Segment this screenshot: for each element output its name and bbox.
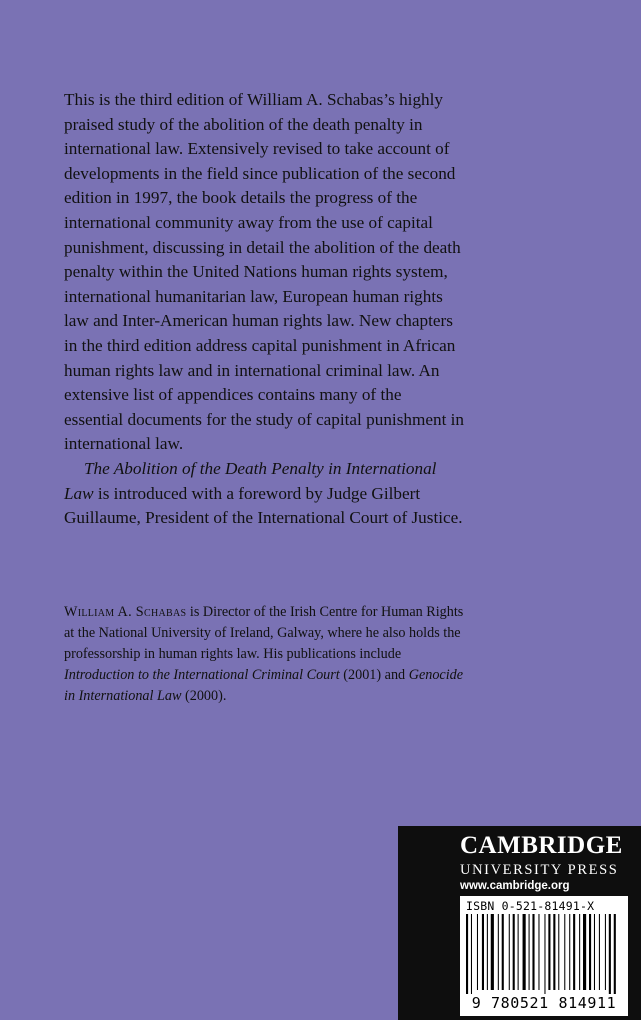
barcode-bar [471, 914, 472, 994]
barcode-bar [589, 914, 591, 990]
barcode-bar [548, 914, 550, 990]
barcode-bar [558, 914, 559, 990]
book1-title: Introduction to the International Criminal Court [64, 667, 340, 683]
author-name: William A. Schabas [64, 604, 187, 620]
publisher-block [398, 826, 641, 1020]
barcode-bar [518, 914, 519, 990]
barcode-bar [477, 914, 478, 990]
barcode-bar [513, 914, 515, 990]
barcode-bar [583, 914, 586, 990]
barcode-bar [482, 914, 484, 990]
bio-text: is Director of the Irish Centre for Human Rights at the National University of Ireland, Galway, where he also holds the professorship in human rights law. His publications include [64, 604, 464, 662]
barcode-panel [460, 896, 628, 1016]
publisher-url: www.cambridge.org [460, 880, 570, 892]
description-paragraph-2 [64, 457, 464, 531]
barcode-bar [569, 914, 570, 990]
barcode-bar [498, 914, 499, 990]
barcode-bar [502, 914, 504, 990]
author-biography [64, 602, 474, 707]
barcode-bar [573, 914, 575, 990]
barcode-bar [614, 914, 616, 994]
ean-digits: 9 780521 814911 [471, 994, 617, 1012]
barcode-bar [609, 914, 611, 994]
description-paragraph-1: This is the third edition of William A. Schabas’s highly praised study of the abolition of the death penalty in international law. Extensively revised to take account of developments in the field since publication of the second edition in 1997, the book details the progress of the international community away from the use of capital punishment, discussing in detail the abolition of the death penalty within the United Nations human rights system, international humanitarian law, European human rights law and Inter-American human rights law. New chapters in the third edition address capital punishment in African human rights law and in international criminal law. An extensive list of appendices contains many of the essential documents for the study of capital punishment in international law. [64, 90, 465, 454]
barcode-bar [491, 914, 494, 990]
book1-year: (2001) and [339, 667, 409, 683]
isbn-label: ISBN 0-521-81491-X [466, 899, 595, 913]
barcode-bar [529, 914, 530, 990]
barcode-bar [553, 914, 555, 990]
barcode-bar [523, 914, 526, 990]
barcode-bar [538, 914, 539, 990]
barcode-bar [605, 914, 606, 990]
book-description [64, 88, 464, 531]
barcode-bar [599, 914, 600, 990]
book2-title: Genocide in International Law [64, 667, 464, 704]
barcode-bar [487, 914, 488, 990]
barcode-bar [579, 914, 580, 990]
barcode-bar [466, 914, 468, 994]
publisher-subtitle: UNIVERSITY PRESS [460, 862, 619, 878]
book-title-italic: The Abolition of the Death Penalty in International Law [64, 458, 437, 503]
barcode-bar [532, 914, 534, 990]
publisher-name: CAMBRIDGE [460, 832, 623, 859]
barcode-bar [544, 914, 545, 994]
book2-year: (2000). [181, 688, 227, 704]
barcode-image [460, 914, 628, 994]
barcode-bar [509, 914, 510, 990]
barcode-bar [564, 914, 565, 990]
description-paragraph-2-text: is introduced with a foreword by Judge Gilbert Guillaume, President of the International Court of Justice. [64, 483, 463, 528]
barcode-bar [594, 914, 595, 990]
